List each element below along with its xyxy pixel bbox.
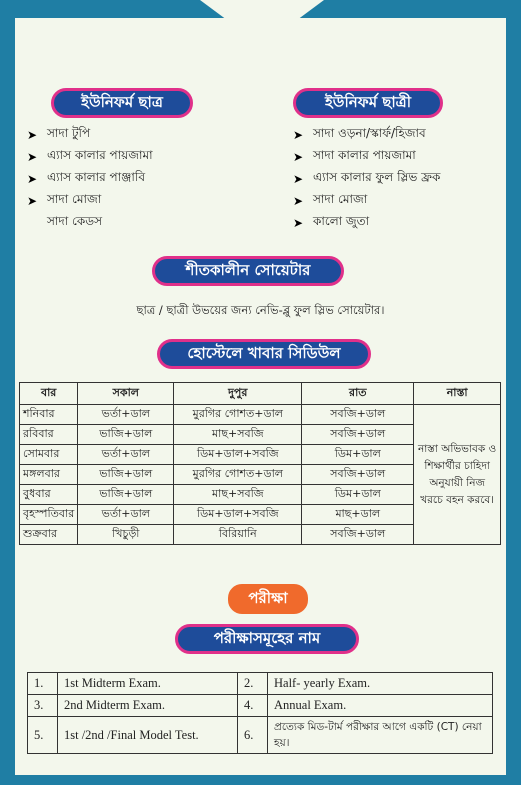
list-item: সাদা কেডস <box>47 214 103 228</box>
table-cell: ডিম+ডাল <box>302 485 414 505</box>
arrow-icon: ➤ <box>293 172 304 186</box>
arrow-icon: ➤ <box>27 194 38 208</box>
table-cell: ডিম+ডাল+সবজি <box>174 505 302 525</box>
uniform-girls-title: ইউনিফর্ম ছাত্রী <box>293 88 443 118</box>
exam-names-title: পরীক্ষাসমূহের নাম <box>175 624 359 654</box>
arrow-icon: ➤ <box>27 128 38 142</box>
table-cell: প্রত্যেক মিড-টার্ম পরীক্ষার আগে একটি (CT) নেয়া হয়। <box>268 717 493 754</box>
table-cell: ভাজি+ডাল <box>78 425 174 445</box>
arrow-icon: ➤ <box>27 150 38 164</box>
meal-schedule-table <box>19 382 501 545</box>
table-cell: বিরিয়ানি <box>174 525 302 545</box>
list-item: ➤ এ্যাস কালার পায়জামা <box>27 148 153 164</box>
table-cell: সবজি+ডাল <box>302 425 414 445</box>
table-header-row <box>20 383 501 405</box>
schedule-title: হোস্টেলে খাবার সিডিউল <box>157 339 371 369</box>
sweater-title: শীতকালীন সোয়েটার <box>152 256 344 286</box>
table-cell: মাছ+সবজি <box>174 485 302 505</box>
exam-names-table <box>27 672 493 754</box>
column-header: নাস্তা <box>414 383 501 405</box>
table-cell: বৃহস্পতিবার <box>20 505 78 525</box>
sweater-text: ছাত্র / ছাত্রী উভয়ের জন্য নেভি-ব্লু ফুল স্লিভ সোয়েটার। <box>136 303 385 317</box>
table-cell: শুক্রবার <box>20 525 78 545</box>
list-item: ➤ এ্যাস কালার পাঞ্জাবি <box>27 170 146 186</box>
table-cell: শনিবার <box>20 405 78 425</box>
table-cell: ভর্তা+ডাল <box>78 405 174 425</box>
uniform-girls-list <box>293 124 440 234</box>
table-cell: ডিম+ডাল+সবজি <box>174 445 302 465</box>
table-cell: মুরগির গোশত+ডাল <box>174 465 302 485</box>
list-item: ➤ সাদা টুপি <box>27 126 91 142</box>
table-cell: মাছ+ডাল <box>302 505 414 525</box>
table-cell: ডিম+ডাল <box>302 445 414 465</box>
table-cell: 1st Midterm Exam. <box>58 673 238 695</box>
table-row <box>20 405 501 425</box>
arrow-icon: ➤ <box>293 150 304 164</box>
table-cell: খিচুড়ী <box>78 525 174 545</box>
column-header: দুপুর <box>174 383 302 405</box>
table-cell: Annual Exam. <box>268 695 493 717</box>
table-row <box>28 695 493 717</box>
snack-note-cell: নাস্তা অভিভাবক ও শিক্ষার্থীর চাহিদা অনুযায়ী নিজ খরচে বহন করবে। <box>414 405 501 545</box>
table-cell: মাছ+সবজি <box>174 425 302 445</box>
list-item: ➤ এ্যাস কালার ফুল স্লিভ ফ্রক <box>293 170 441 186</box>
list-item: ➤ সাদা মোজা <box>293 192 368 208</box>
table-cell: সবজি+ডাল <box>302 465 414 485</box>
arrow-icon: ➤ <box>293 194 304 208</box>
arrow-icon: ➤ <box>27 172 38 186</box>
table-cell: ভর্তা+ডাল <box>78 505 174 525</box>
table-cell: বুধবার <box>20 485 78 505</box>
table-cell: ভাজি+ডাল <box>78 465 174 485</box>
arrow-icon: ➤ <box>293 128 304 142</box>
table-cell: মুরগির গোশত+ডাল <box>174 405 302 425</box>
table-cell: ভর্তা+ডাল <box>78 445 174 465</box>
table-cell: সবজি+ডাল <box>302 525 414 545</box>
table-cell: 2. <box>238 673 268 695</box>
table-row <box>28 673 493 695</box>
table-cell: রবিবার <box>20 425 78 445</box>
table-cell: Half- yearly Exam. <box>268 673 493 695</box>
table-cell: 5. <box>28 717 58 754</box>
arrow-icon: ➤ <box>293 216 304 230</box>
list-item: ➤ সাদা কালার পায়জামা <box>293 148 416 164</box>
exam-title: পরীক্ষা <box>228 584 308 614</box>
table-cell: 3. <box>28 695 58 717</box>
table-cell: 2nd Midterm Exam. <box>58 695 238 717</box>
table-cell: সোমবার <box>20 445 78 465</box>
table-cell: সবজি+ডাল <box>302 405 414 425</box>
uniform-boys-title: ইউনিফর্ম ছাত্র <box>51 88 193 118</box>
uniform-boys-list <box>27 124 153 234</box>
list-item: ➤ সাদা মোজা <box>27 192 102 208</box>
table-cell: 1st /2nd /Final Model Test. <box>58 717 238 754</box>
table-cell: 1. <box>28 673 58 695</box>
table-cell: ভাজি+ডাল <box>78 485 174 505</box>
table-cell: মঙ্গলবার <box>20 465 78 485</box>
column-header: সকাল <box>78 383 174 405</box>
list-item: ➤ সাদা ওড়না/স্কার্ফ/হিজাব <box>293 126 426 142</box>
table-row <box>28 717 493 754</box>
table-cell: 6. <box>238 717 268 754</box>
table-cell: 4. <box>238 695 268 717</box>
column-header: রাত <box>302 383 414 405</box>
column-header: বার <box>20 383 78 405</box>
list-item: ➤ কালো জুতা <box>293 214 370 230</box>
content-card <box>15 18 506 775</box>
